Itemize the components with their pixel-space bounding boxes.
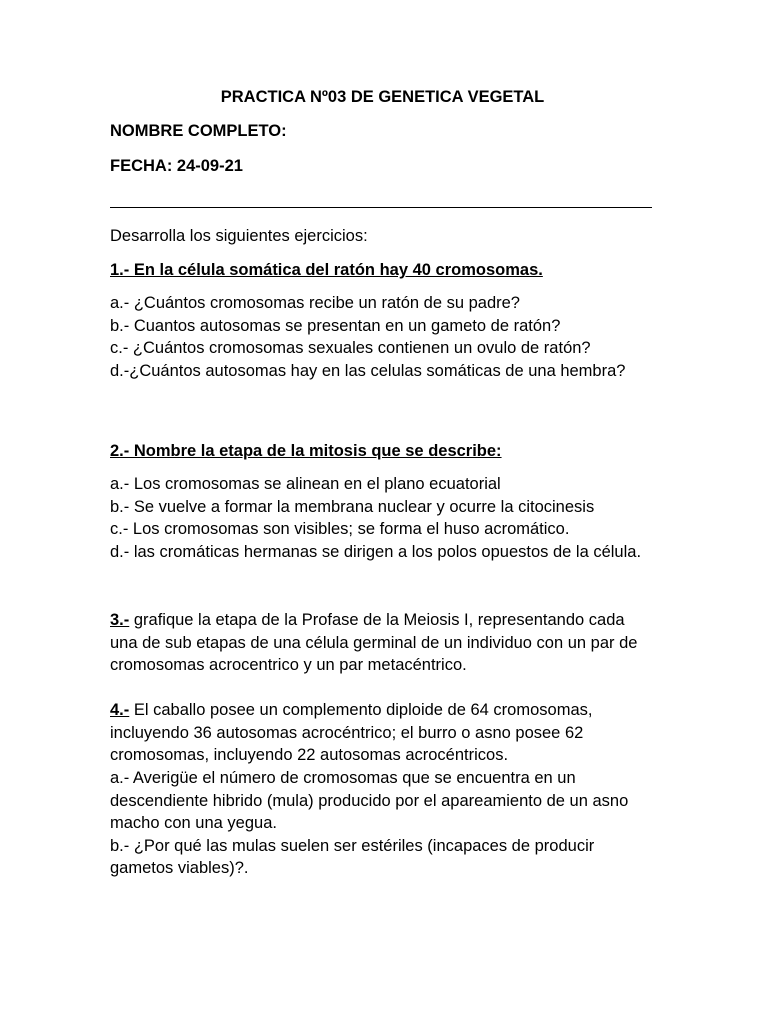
intro-text: Desarrolla los siguientes ejercicios: [110, 227, 368, 245]
list-item: d.- las cromáticas hermanas se dirigen a los polos opuestos de la célula. [110, 542, 642, 561]
exercise4-number: 4.- [110, 701, 130, 719]
exercise4-paragraph [110, 699, 655, 767]
list-item: c.- Los cromosomas son visibles; se forma el huso acromático. [110, 520, 570, 538]
exercise4-list [110, 767, 655, 880]
list-item: b.- Se vuelve a formar la membrana nuclear y ocurre la citocinesis [110, 497, 595, 516]
name-label: NOMBRE COMPLETO: [110, 122, 287, 140]
exercise3-text: grafique la etapa de la Profase de la Meiosis I, representando cada una de sub etapas de una célula germinal de un individuo con un par de cromosomas acrocentrico y un par metacéntrico. [110, 611, 638, 674]
separator-line [110, 196, 652, 216]
list-item: b.- ¿Por qué las mulas suelen ser estériles (incapaces de producir gametos viables)?. [110, 836, 595, 877]
exercise3-number: 3.- [110, 611, 130, 629]
list-item: a.- Los cromosomas se alinean en el plano ecuatorial [110, 475, 501, 493]
list-item: a.- Averigüe el número de cromosomas que se encuentra en un descendiente hibrido (mula) producido por el apareamiento de un asno macho con una yegua. [110, 769, 629, 832]
exercise2-list [110, 473, 655, 563]
list-item: d.-¿Cuántos autosomas hay en las celulas somáticas de una hembra? [110, 361, 626, 380]
exercise2-heading: 2.- Nombre la etapa de la mitosis que se describe: [110, 442, 502, 460]
document-title: PRACTICA Nº03 DE GENETICA VEGETAL [220, 88, 545, 106]
list-item: b.- Cuantos autosomas se presentan en un gameto de ratón? [110, 316, 561, 335]
list-item: c.- ¿Cuántos cromosomas sexuales contienen un ovulo de ratón? [110, 339, 591, 357]
exercise1-heading: 1.- En la célula somática del ratón hay 40 cromosomas. [110, 261, 543, 279]
exercise4-text: El caballo posee un complemento diploide de 64 cromosomas, incluyendo 36 autosomas acrocéntrico; el burro o asno posee 62 cromosomas, incluyendo 22 autosomas acrocéntricos. [110, 701, 593, 764]
date-label: FECHA: 24-09-21 [110, 157, 243, 175]
exercise3-paragraph [110, 609, 655, 677]
exercise1-list [110, 292, 655, 382]
list-item: a.- ¿Cuántos cromosomas recibe un ratón de su padre? [110, 294, 520, 312]
